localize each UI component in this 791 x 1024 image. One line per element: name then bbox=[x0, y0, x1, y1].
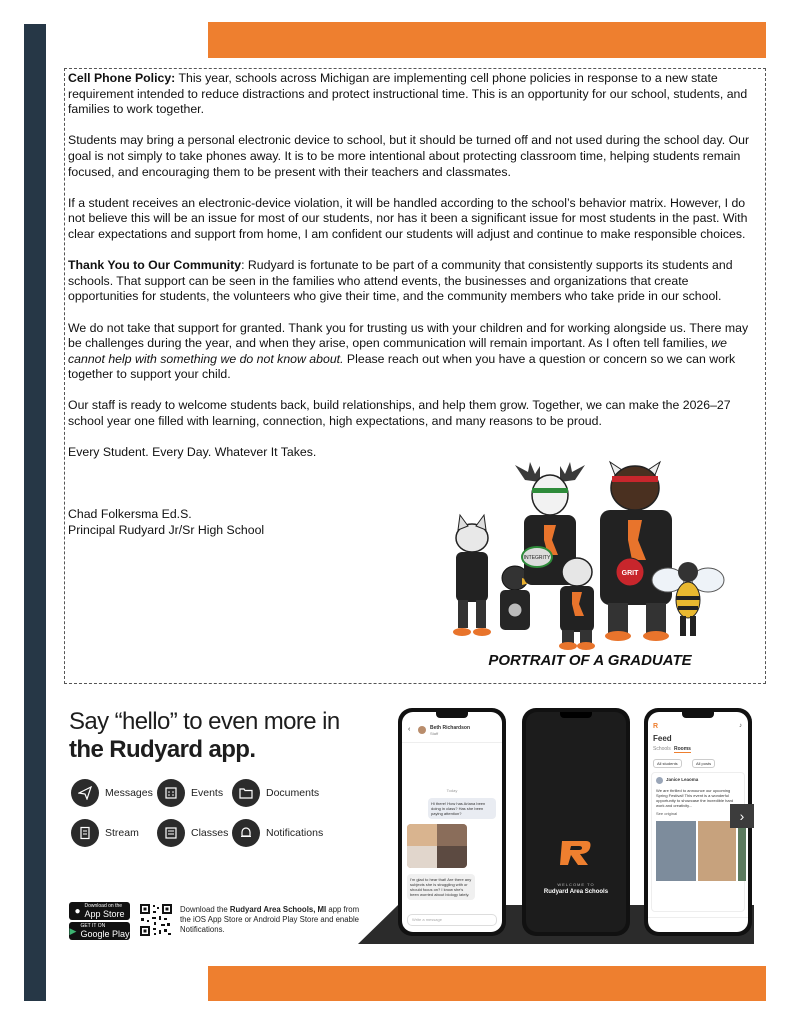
otter-mascot bbox=[559, 558, 595, 650]
chat-contact-role: Staff bbox=[430, 731, 439, 736]
feature-label: Messages bbox=[105, 787, 153, 799]
app-logo-icon: R bbox=[653, 723, 659, 730]
cell-phone-heading: Cell Phone Policy: bbox=[68, 71, 176, 85]
promo-heading bbox=[69, 708, 340, 764]
bison-mascot bbox=[600, 462, 672, 641]
phone-welcome bbox=[522, 708, 630, 936]
paragraph-cell-phone bbox=[68, 71, 762, 118]
feature-events bbox=[157, 779, 223, 807]
app-store-small: Download on the bbox=[84, 903, 123, 909]
feature-notifications bbox=[232, 819, 323, 847]
bottom-orange-banner bbox=[208, 966, 766, 1001]
school-name: Rudyard Area Schools bbox=[543, 889, 609, 895]
chat-message-received: I'm glad to hear that! Are there any subjects she is struggling with or should focus on? I know she's been worried about biology lately. bbox=[407, 874, 475, 900]
classes-icon bbox=[157, 819, 185, 847]
paragraph-staff: Our staff is ready to welcome students back, build relationships, and help them grow. Together, we can make the 2026–27 school year one filled with learning, connection, high expectations, and many reasons to be proud. bbox=[68, 398, 731, 429]
avatar bbox=[418, 726, 426, 734]
app-store-text bbox=[85, 903, 125, 919]
app-store-badge[interactable] bbox=[69, 902, 130, 920]
download-app-name: Rudyard Area Schools, MI bbox=[229, 905, 327, 914]
message-input[interactable]: Write a message bbox=[407, 914, 497, 926]
google-play-label: Google Play bbox=[80, 929, 130, 939]
bell-icon bbox=[232, 819, 260, 847]
promo-heading-line2: the Rudyard app. bbox=[69, 736, 256, 763]
chat-photo bbox=[407, 824, 467, 868]
back-icon[interactable]: ‹ bbox=[408, 726, 411, 733]
grit-shield-label: GRIT bbox=[621, 570, 639, 577]
integrity-shield-label: INTEGRITY bbox=[523, 555, 551, 561]
feature-label: Stream bbox=[105, 827, 139, 839]
folder-icon bbox=[232, 779, 260, 807]
promo-heading-line1: Say “hello” to even more in bbox=[69, 708, 340, 735]
download-pre: Download the bbox=[180, 905, 230, 914]
phone-notch bbox=[436, 712, 468, 718]
motto: Every Student. Every Day. Whatever It Takes. bbox=[68, 445, 317, 460]
apple-icon: ● bbox=[74, 905, 81, 917]
feed-title: Feed bbox=[653, 734, 672, 743]
post-photo bbox=[738, 821, 746, 881]
chat-contact-name: Beth Richardson bbox=[430, 725, 471, 731]
feature-label: Documents bbox=[266, 787, 320, 799]
feed-tab-rooms[interactable]: Rooms bbox=[674, 746, 691, 752]
divider bbox=[402, 742, 502, 743]
filter-students[interactable]: All students bbox=[653, 759, 682, 768]
signature-title: Principal Rudyard Jr/Sr High School bbox=[68, 523, 265, 538]
download-post: app from the iOS App Store or Android Play Store and enable Notifications. bbox=[180, 905, 360, 934]
photo-tile bbox=[437, 824, 467, 846]
portrait-caption: PORTRAIT OF A GRADUATE bbox=[488, 652, 692, 669]
paragraph-violation: If a student receives an electronic-device violation, it will be handled according to the school’s behavior matrix. However, I do not believe this will be an issue for most of our students, nor has it been a significant issue for most students in the past. With clear expectations and support from home, I am confident our students will adjust and continue to make responsible choices. bbox=[68, 195, 748, 241]
support-text-a: We do not take that support for granted. Thank you for trusting us with your children and for working alongside us. There may be challenges during the year, and when they arise, open communication will remain important. As I often tell families, bbox=[68, 320, 749, 351]
send-icon bbox=[71, 779, 99, 807]
rudyard-logo-icon bbox=[558, 837, 594, 869]
bottom-nav bbox=[648, 917, 748, 932]
phone-notch bbox=[682, 712, 714, 718]
photo-tile bbox=[437, 846, 467, 868]
phone-messages bbox=[398, 708, 506, 936]
filter-posts[interactable]: All posts bbox=[692, 759, 715, 768]
thank-you-heading: Thank You to Our Community bbox=[68, 258, 242, 273]
photo-tile bbox=[407, 846, 437, 868]
messages-screen bbox=[402, 712, 502, 932]
cell-phone-body: This year, schools across Michigan are implementing cell phone policies in response to a new state requirement intended to reduce distractions and protect instructional time. This is an opportunity for our school, students, and families to work together. bbox=[68, 71, 748, 117]
feature-classes bbox=[157, 819, 228, 847]
welcome-label: WELCOME TO bbox=[557, 882, 595, 887]
next-arrow-button[interactable]: › bbox=[730, 804, 754, 828]
google-play-small: GET IT ON bbox=[80, 923, 106, 929]
google-play-badge[interactable] bbox=[69, 922, 130, 940]
chat-day: Today bbox=[446, 788, 458, 793]
thank-you-body: : Rudyard is fortunate to be part of a community that consistently supports its students and schools. That support can be seen in the families who attend events, the businesses and organizations that create opportunities for students, the volunteers who give their time, and the community members who take pride in our school. bbox=[68, 258, 733, 304]
phone-notch bbox=[560, 712, 592, 718]
calendar-icon bbox=[157, 779, 185, 807]
feed-tab-schools[interactable]: Schools bbox=[653, 746, 671, 752]
post-author: Janice Leaoma bbox=[666, 777, 699, 782]
bell-icon[interactable]: ♪ bbox=[739, 723, 742, 729]
feature-stream bbox=[71, 819, 139, 847]
feed-post-card bbox=[651, 772, 745, 912]
chat-message-sent: Hi there! How has Ariana been doing in class? Has she been paying attention? bbox=[428, 798, 496, 819]
portrait-of-a-graduate-illustration bbox=[440, 460, 740, 670]
feature-label: Events bbox=[191, 787, 224, 799]
left-sidebar-bar bbox=[24, 24, 46, 1001]
feature-label: Classes bbox=[191, 827, 229, 839]
stream-icon bbox=[71, 819, 99, 847]
avatar bbox=[656, 777, 663, 784]
post-photo bbox=[698, 821, 736, 881]
paragraph-thank-you bbox=[68, 258, 762, 305]
support-text-b: Please reach out when you have a question or concern so we can work together to support your child. bbox=[68, 351, 736, 382]
post-photo bbox=[656, 821, 696, 881]
app-store-label: App Store bbox=[84, 909, 125, 919]
paragraph-support bbox=[68, 321, 762, 383]
cat-mascot bbox=[453, 515, 491, 636]
feature-documents bbox=[232, 779, 319, 807]
phone-mockups bbox=[358, 700, 754, 944]
post-link[interactable]: See original bbox=[656, 811, 678, 816]
signature-name: Chad Folkersma Ed.S. bbox=[68, 507, 192, 522]
play-icon: ▶ bbox=[69, 925, 77, 936]
google-play-text bbox=[80, 923, 129, 939]
top-orange-banner bbox=[208, 22, 766, 58]
download-instructions bbox=[180, 905, 360, 935]
qr-code bbox=[139, 903, 173, 937]
feature-label: Notifications bbox=[266, 827, 324, 839]
post-text: We are thrilled to announce our upcoming Spring Festival! This event is a wonderful opportunity to showcase the incredible hard work and creativity... bbox=[656, 788, 734, 808]
paragraph-devices: Students may bring a personal electronic device to school, but it should be turned off and not used during the school day. Our goal is not simply to take phones away. It is to be more intentional about protecting classroom time, helping students remain focused, and encouraging them to be present with their teachers and classmates. bbox=[68, 133, 750, 179]
photo-tile bbox=[407, 824, 437, 846]
feature-messages bbox=[71, 779, 153, 807]
support-italic: we cannot help with something we do not know about. bbox=[68, 336, 727, 366]
welcome-screen bbox=[526, 712, 626, 932]
